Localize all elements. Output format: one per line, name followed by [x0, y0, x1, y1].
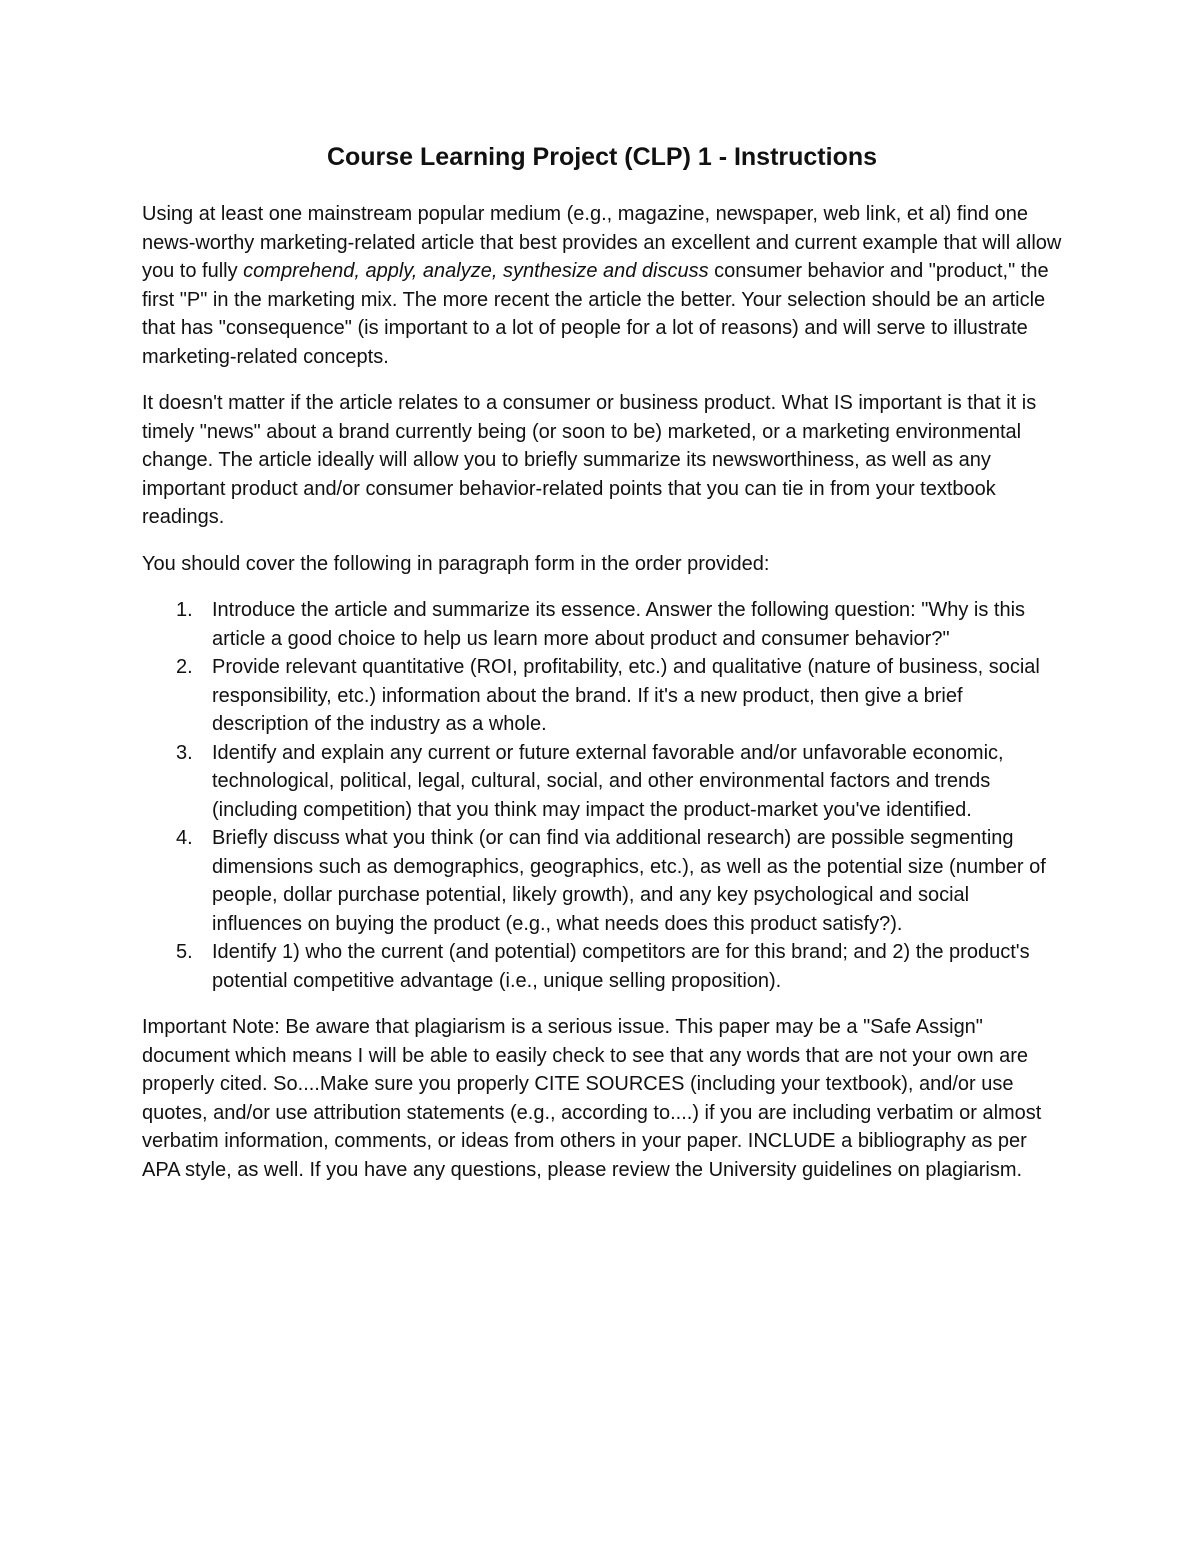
- list-text: Identify 1) who the current (and potential) competitors are for this brand; and 2) the product's potential competitive advantage (i.e., unique selling proposition).: [212, 941, 1030, 992]
- list-number: 3.: [176, 741, 193, 764]
- list-number: 4.: [176, 827, 193, 849]
- intro-text-end: consumer behavior and "product," the first "P" in the marketing mix. The more recent the article the better. Your selection should be an article that has "consequence" (is important to a lot of people for a lot of reasons) and will serve to illustrate marketing-related concepts.: [142, 260, 1049, 368]
- document-page: [142, 138, 1062, 1202]
- requirements-list: [142, 596, 1062, 995]
- product-paragraph: It doesn't matter if the article relates to a consumer or business product. What IS important is that it is timely "news" about a brand currently being (or soon to be) marketed, or a marketing environmental change. The article ideally will allow you to briefly summarize its newsworthiness, as well as any important product and/or consumer behavior-related points that you can tie in from your textbook readings.: [142, 392, 1037, 528]
- list-number: 2.: [176, 656, 193, 678]
- list-item: [142, 824, 1062, 938]
- list-text: Briefly discuss what you think (or can find via additional research) are possible segmenting dimensions such as demographics, geographics, etc.), as well as the potential size (number of people, dollar purchase potential, likely growth), and any key psychological and social influences on buying the product (e.g., what needs does this product satisfy?).: [212, 827, 1046, 935]
- list-number: 5.: [176, 941, 193, 963]
- list-item: [142, 596, 1062, 653]
- list-number: 1.: [176, 599, 193, 621]
- intro-italic-verbs: comprehend, apply, analyze, synthesize and discuss: [243, 260, 709, 282]
- intro-text-start: Using at least one mainstream popular medium (e.g., magazine, newspaper, web link, et al) find one news-worthy marketing-related article that best provides an excellent and current example that will allow you to fully: [142, 203, 1062, 282]
- list-text: Introduce the article and summarize its essence. Answer the following question: "Why is this article a good choice to help us learn more about product and consumer behavior?": [212, 599, 1026, 650]
- document-title: Course Learning Project (CLP) 1 - Instructions: [326, 143, 878, 171]
- list-text: Identify and explain any current or future external favorable and/or unfavorable economic, technological, political, legal, cultural, social, and other environmental factors and trends (including competition) that you think may impact the product-market you've identified.: [212, 741, 1004, 821]
- list-text: Provide relevant quantitative (ROI, profitability, etc.) and qualitative (nature of business, social responsibility, etc.) information about the brand. If it's a new product, then give a brief description of the industry as a whole.: [212, 656, 1040, 735]
- list-item: [142, 938, 1062, 995]
- intro-paragraph: [142, 200, 1062, 371]
- list-item: [142, 653, 1062, 739]
- coverage-instruction: You should cover the following in paragraph form in the order provided:: [142, 552, 770, 575]
- list-item: [142, 739, 1062, 825]
- plagiarism-note: Important Note: Be aware that plagiarism is a serious issue. This paper may be a "Safe Assign" document which means I will be able to easily check to see that any words that are not your own are properly cited. So....Make sure you properly CITE SOURCES (including your textbook), and/or use quotes, and/or use attribution statements (e.g., according to....) if you are including verbatim or almost verbatim information, comments, or ideas from others in your paper. INCLUDE a bibliography as per APA style, as well. If you have any questions, please review the University guidelines on plagiarism.: [142, 1016, 1042, 1181]
